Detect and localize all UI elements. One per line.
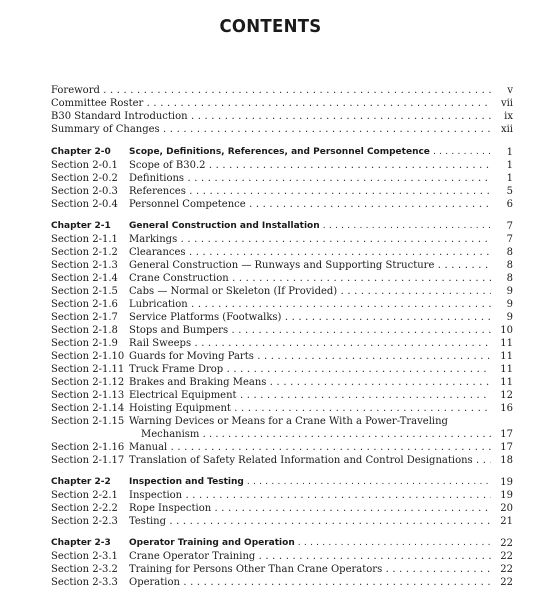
toc-section-entry[interactable] [51, 233, 513, 246]
section-page: 7 [506, 234, 513, 245]
section-title: Translation of Safety Related Information and Control Designations . . . [129, 454, 491, 467]
toc-section-entry[interactable] [51, 515, 513, 528]
section-label: Section 2-2.2 [51, 503, 118, 514]
section-page: 22 [500, 551, 513, 562]
section-label: Section 2-1.2 [51, 247, 118, 258]
section-label: Section 2-1.10 [51, 351, 125, 362]
section-page: 8 [506, 260, 513, 271]
toc-section-entry[interactable] [51, 324, 513, 337]
page-title: CONTENTS [219, 16, 322, 37]
section-label: Section 2-1.7 [51, 312, 118, 323]
section-title: Hoisting Equipment . . . [129, 402, 491, 415]
chapter-label: Chapter 2-3 [51, 538, 111, 548]
section-page: 16 [500, 403, 513, 414]
section-page: 9 [506, 312, 513, 323]
chapter-page: 1 [506, 147, 513, 158]
section-title [129, 415, 491, 441]
section-label: Section 2-1.14 [51, 403, 125, 414]
section-title: Electrical Equipment . . . [129, 389, 491, 402]
toc-section-entry[interactable] [51, 454, 513, 467]
chapter-page: 19 [500, 477, 513, 488]
section-page: 9 [506, 299, 513, 310]
section-label: Section 2-1.8 [51, 325, 118, 336]
section-title: Training for Persons Other Than Crane Operators . . . [129, 563, 491, 576]
section-title: Truck Frame Drop . . . [129, 363, 491, 376]
section-page: 8 [506, 273, 513, 284]
section-title: Rail Sweeps . . . [129, 337, 491, 350]
section-title: Inspection . . . [129, 489, 491, 502]
toc-section-entry[interactable] [51, 185, 513, 198]
section-label: Section 2-1.11 [51, 364, 125, 375]
toc-section-entry[interactable] [51, 576, 513, 589]
section-page: 6 [506, 199, 513, 210]
section-page: 11 [500, 364, 513, 375]
section-page: 10 [500, 325, 513, 336]
section-title: Clearances . . . [129, 246, 491, 259]
chapter-page: 22 [500, 538, 513, 549]
chapter-page: 7 [506, 221, 513, 232]
toc-section-entry[interactable] [51, 563, 513, 576]
toc-chapter-entry[interactable] [51, 476, 513, 489]
toc-section-entry[interactable] [51, 172, 513, 185]
section-page: 21 [500, 516, 513, 527]
section-label: Section 2-1.16 [51, 442, 125, 453]
toc-section-entry[interactable] [51, 259, 513, 272]
section-title: Guards for Moving Parts . . . [129, 350, 491, 363]
section-label: Section 2-1.6 [51, 299, 118, 310]
section-title: Lubrication . . . [129, 298, 491, 311]
section-title: Cabs — Normal or Skeleton (If Provided) . . . [129, 285, 491, 298]
chapter-label: Chapter 2-0 [51, 147, 111, 157]
section-title: Brakes and Braking Means . . . [129, 376, 491, 389]
section-title: Scope of B30.2 . . . [129, 159, 491, 172]
toc-section-entry[interactable] [51, 285, 513, 298]
section-title: Service Platforms (Footwalks) . . . [129, 311, 491, 324]
chapter-title: Scope, Definitions, References, and Personnel Competence . . . [129, 146, 491, 159]
section-page: 18 [500, 455, 513, 466]
toc-section-entry[interactable] [51, 402, 513, 415]
chapter-title: Operator Training and Operation . . . [129, 537, 491, 550]
section-title: Crane Construction . . . [129, 272, 491, 285]
section-title: Rope Inspection . . . [129, 502, 491, 515]
chapter-label: Chapter 2-2 [51, 477, 111, 487]
section-title: Manual . . . [129, 441, 491, 454]
section-title-line1: Warning Devices or Means for a Crane With a Power-Traveling [129, 416, 448, 427]
section-title: Crane Operator Training . . . [129, 550, 491, 563]
section-label: Section 2-1.17 [51, 455, 125, 466]
toc-section-entry[interactable] [51, 363, 513, 376]
section-page: 11 [500, 351, 513, 362]
chapter-title: General Construction and Installation . . . [129, 220, 491, 233]
section-page: 19 [500, 490, 513, 501]
section-page: 17 [500, 442, 513, 453]
section-label: Section 2-1.9 [51, 338, 118, 349]
toc-section-entry[interactable] [51, 337, 513, 350]
section-label: Section 2-1.3 [51, 260, 118, 271]
section-page: 22 [500, 577, 513, 588]
toc-section-entry[interactable] [51, 502, 513, 515]
section-label: Section 2-1.1 [51, 234, 118, 245]
section-title: References . . . [129, 185, 491, 198]
section-page: 22 [500, 564, 513, 575]
section-label: Section 2-3.3 [51, 577, 118, 588]
toc-section-entry[interactable] [51, 159, 513, 172]
toc-front-entry[interactable] [51, 110, 513, 123]
section-title: Definitions . . . [129, 172, 491, 185]
section-title: Markings . . . [129, 233, 491, 246]
toc-chapter-entry[interactable] [51, 220, 513, 233]
entry-page: vii [500, 98, 513, 109]
toc-front-entry[interactable] [51, 84, 513, 97]
section-page: 12 [500, 390, 513, 401]
entry-page: ix [504, 111, 513, 122]
toc-section-entry[interactable] [51, 311, 513, 324]
toc-section-entry[interactable] [51, 376, 513, 389]
section-page: 17 [500, 429, 513, 440]
section-page: 11 [500, 338, 513, 349]
section-page: 1 [506, 173, 513, 184]
section-title: Operation . . . [129, 576, 491, 589]
section-label: Section 2-3.2 [51, 564, 118, 575]
toc-section-entry[interactable] [51, 298, 513, 311]
section-label: Section 2-3.1 [51, 551, 118, 562]
toc-section-entry[interactable] [51, 441, 513, 454]
toc-section-entry[interactable] [51, 550, 513, 563]
toc-section-entry[interactable] [51, 350, 513, 363]
entry-title: Foreword . . . [51, 84, 491, 97]
toc-front-entry[interactable] [51, 97, 513, 110]
section-label: Section 2-1.12 [51, 377, 125, 388]
section-label: Section 2-0.1 [51, 160, 118, 171]
section-label: Section 2-1.5 [51, 286, 118, 297]
section-page: 20 [500, 503, 513, 514]
section-page: 1 [506, 160, 513, 171]
toc-front-entry[interactable] [51, 123, 513, 136]
section-page: 9 [506, 286, 513, 297]
section-label: Section 2-1.4 [51, 273, 118, 284]
chapter-label: Chapter 2-1 [51, 221, 111, 231]
section-label: Section 2-1.15 [51, 416, 125, 427]
toc-section-entry[interactable] [51, 389, 513, 402]
chapter-title: Inspection and Testing . . . [129, 476, 491, 489]
toc-chapter-entry[interactable] [51, 146, 513, 159]
entry-title: Summary of Changes . . . [51, 123, 491, 136]
entry-page: v [507, 85, 513, 96]
entry-page: xii [500, 124, 513, 135]
section-page: 8 [506, 247, 513, 258]
entry-title: B30 Standard Introduction . . . [51, 110, 491, 123]
section-label: Section 2-0.4 [51, 199, 118, 210]
entry-title: Committee Roster . . . [51, 97, 491, 110]
section-label: Section 2-1.13 [51, 390, 125, 401]
section-title: General Construction — Runways and Supporting Structure . . . [129, 259, 491, 272]
toc-section-entry[interactable] [51, 415, 513, 441]
section-title-line2: Mechanism . . . [129, 428, 491, 441]
section-title: Testing . . . [129, 515, 491, 528]
section-page: 5 [506, 186, 513, 197]
section-label: Section 2-2.1 [51, 490, 118, 501]
section-page: 11 [500, 377, 513, 388]
section-label: Section 2-0.3 [51, 186, 118, 197]
toc-section-entry[interactable] [51, 489, 513, 502]
section-label: Section 2-2.3 [51, 516, 118, 527]
section-title: Personnel Competence . . . [129, 198, 491, 211]
toc-section-entry[interactable] [51, 198, 513, 211]
toc-section-entry[interactable] [51, 246, 513, 259]
section-label: Section 2-0.2 [51, 173, 118, 184]
toc-chapter-entry[interactable] [51, 537, 513, 550]
toc-section-entry[interactable] [51, 272, 513, 285]
section-title: Stops and Bumpers . . . [129, 324, 491, 337]
